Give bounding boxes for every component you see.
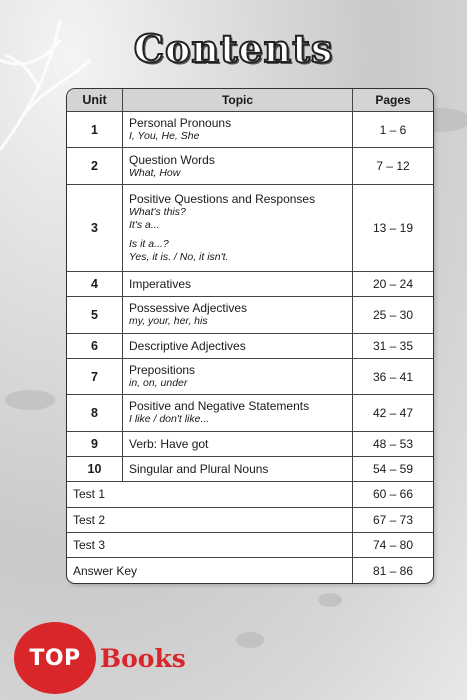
- topic-cell: [123, 184, 353, 271]
- topic-subtitle: It's a...: [129, 218, 160, 231]
- page-range: 36 – 41: [353, 358, 434, 394]
- unit-number: 6: [67, 333, 123, 358]
- page-range: 67 – 73: [353, 507, 434, 532]
- topic-title: Imperatives: [129, 276, 192, 291]
- header-unit: Unit: [67, 89, 123, 112]
- table-row: [67, 456, 433, 481]
- table-row: [67, 482, 433, 507]
- page-range: 13 – 19: [353, 184, 434, 271]
- topic-subtitle: I, You, He, She: [129, 130, 200, 143]
- contents-table: [66, 88, 434, 584]
- unit-number: 3: [67, 184, 123, 271]
- table-row: [67, 395, 433, 431]
- unit-number: 8: [67, 395, 123, 431]
- table-row: [67, 148, 433, 184]
- table-row: [67, 358, 433, 394]
- table-row: [67, 271, 433, 296]
- table-header-row: [67, 89, 433, 112]
- topic-cell: [123, 297, 353, 333]
- section-label: Test 2: [67, 507, 353, 532]
- logo-books-text: Books: [100, 644, 186, 673]
- table-row: [67, 333, 433, 358]
- topic-cell: [123, 358, 353, 394]
- page-range: 1 – 6: [353, 112, 434, 148]
- topic-title: Positive Questions and Responses: [129, 191, 316, 206]
- topic-title: Prepositions: [129, 363, 196, 378]
- page-range: 54 – 59: [353, 456, 434, 481]
- topic-subtitle: Is it a...?: [129, 237, 169, 250]
- table-row: [67, 112, 433, 148]
- section-label: Test 1: [67, 482, 353, 507]
- page-range: 48 – 53: [353, 431, 434, 456]
- topic-cell: [123, 395, 353, 431]
- topic-title: Positive and Negative Statements: [129, 399, 310, 414]
- table-row: [67, 431, 433, 456]
- topic-title: Verb: Have got: [129, 436, 209, 451]
- page-range: 25 – 30: [353, 297, 434, 333]
- topic-subtitle: my, your, her, his: [129, 315, 208, 328]
- unit-number: 5: [67, 297, 123, 333]
- topic-title: Descriptive Adjectives: [129, 338, 246, 353]
- topic-cell: [123, 271, 353, 296]
- section-label: Test 3: [67, 532, 353, 557]
- logo-top-badge: TOP: [14, 622, 96, 694]
- topic-cell: [123, 148, 353, 184]
- topic-title: Personal Pronouns: [129, 116, 232, 131]
- topic-title: Question Words: [129, 152, 215, 167]
- topic-subtitle: What, How: [129, 166, 181, 179]
- unit-number: 7: [67, 358, 123, 394]
- page-range: 31 – 35: [353, 333, 434, 358]
- header-topic: Topic: [123, 89, 353, 112]
- table-row: [67, 184, 433, 271]
- topic-title: Possessive Adjectives: [129, 301, 248, 316]
- table-row: [67, 507, 433, 532]
- table-row: [67, 558, 433, 583]
- table-row: [67, 297, 433, 333]
- unit-number: 4: [67, 271, 123, 296]
- topic-subtitle: in, on, under: [129, 377, 188, 390]
- topic-cell: [123, 456, 353, 481]
- topic-cell: [123, 431, 353, 456]
- page-range: 74 – 80: [353, 532, 434, 557]
- page-title: Contents: [133, 26, 334, 71]
- page-range: 60 – 66: [353, 482, 434, 507]
- table-row: [67, 532, 433, 557]
- header-pages: Pages: [353, 89, 434, 112]
- unit-number: 9: [67, 431, 123, 456]
- topbooks-logo: [14, 622, 204, 682]
- page-range: 20 – 24: [353, 271, 434, 296]
- unit-number: 1: [67, 112, 123, 148]
- page-range: 42 – 47: [353, 395, 434, 431]
- topic-cell: [123, 112, 353, 148]
- topic-title: Singular and Plural Nouns: [129, 462, 269, 477]
- unit-number: 10: [67, 456, 123, 481]
- topic-cell: [123, 333, 353, 358]
- topic-subtitle: I like / don't like...: [129, 413, 210, 426]
- page-range: 7 – 12: [353, 148, 434, 184]
- page-range: 81 – 86: [353, 558, 434, 583]
- topic-subtitle: What's this?: [129, 205, 186, 218]
- section-label: Answer Key: [67, 558, 353, 583]
- topic-subtitle: Yes, it is. / No, it isn't.: [129, 250, 229, 263]
- unit-number: 2: [67, 148, 123, 184]
